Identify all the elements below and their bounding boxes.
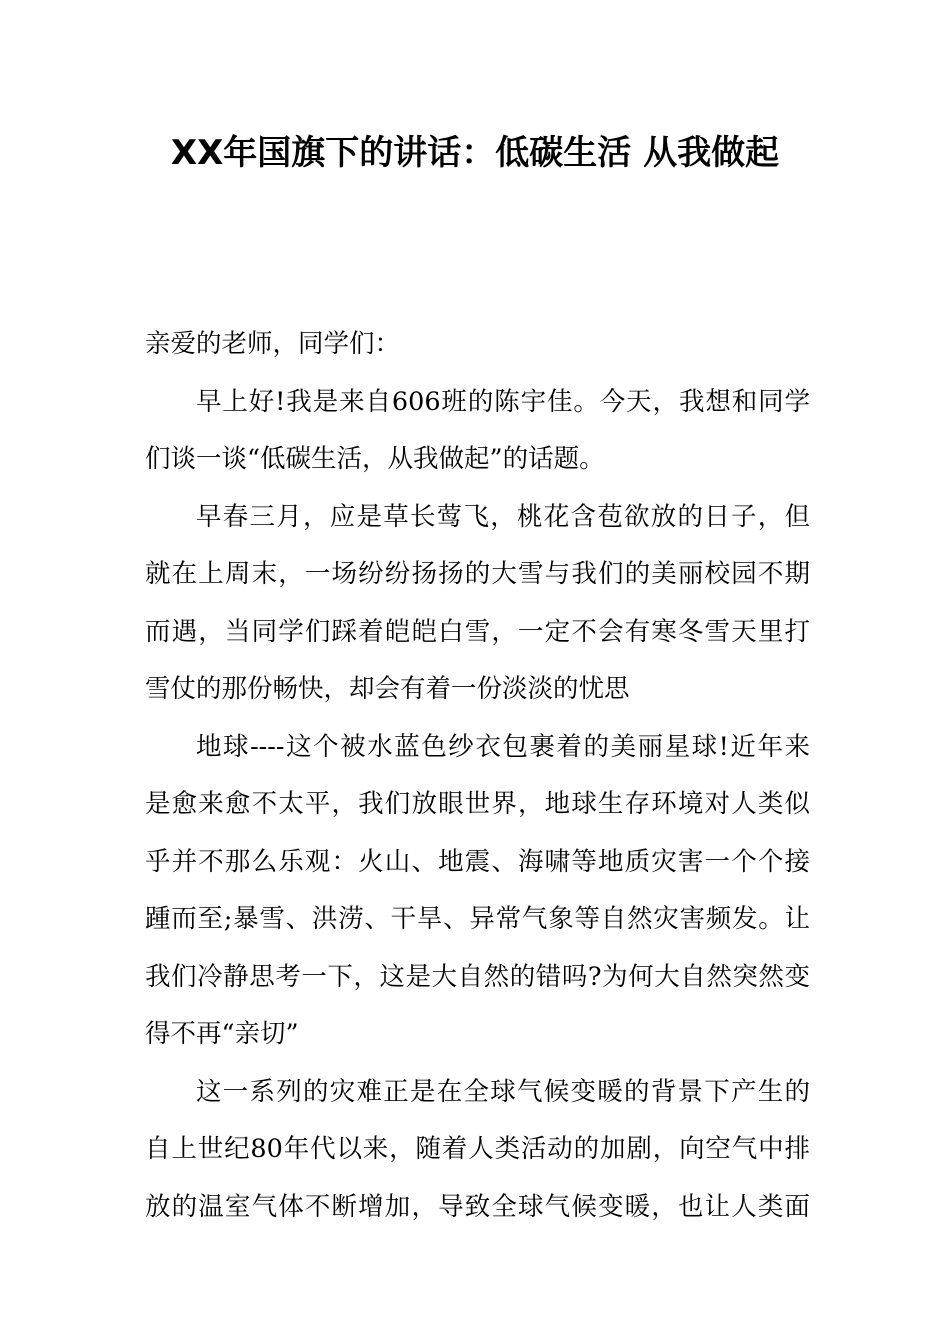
paragraph-3-line-4: 踵而至;暴雪、洪涝、干旱、异常气象等自然灾害频发。让 — [145, 904, 810, 934]
paragraph-1-line-1: 早上好!我是来自606班的陈宇佳。今天，我想和同学 — [196, 386, 810, 417]
paragraph-4-line-1: 这一系列的灾难正是在全球气候变暖的背景下产生的 — [196, 1076, 810, 1107]
paragraph-2-line-4: 雪仗的那份畅快，却会有着一份淡淡的忧思 — [145, 674, 630, 704]
paragraph-3-line-5: 我们冷静思考一下，这是大自然的错吗?为何大自然突然变 — [145, 961, 810, 992]
paragraph-2-line-2: 就在上周末，一场纷纷扬扬的大雪与我们的美丽校园不期 — [145, 559, 810, 589]
paragraph-3-line-2: 是愈来愈不太平，我们放眼世界，地球生存环境对人类似 — [145, 789, 810, 819]
paragraph-1-line-2: 们谈一谈“低碳生活，从我做起”的话题。 — [145, 444, 605, 474]
paragraph-3-line-6: 得不再“亲切” — [145, 1019, 299, 1049]
paragraph-2-line-3: 而遇，当同学们踩着皑皑白雪，一定不会有寒冬雪天里打 — [145, 616, 810, 647]
paragraph-3-line-3: 乎并不那么乐观：火山、地震、海啸等地质灾害一个个接 — [145, 846, 810, 877]
paragraph-4-line-2: 自上世纪80年代以来，随着人类活动的加剧，向空气中排 — [145, 1134, 810, 1164]
salutation-line: 亲爱的老师，同学们： — [145, 329, 401, 359]
paragraph-2-line-1: 早春三月，应是草长莺飞，桃花含苞欲放的日子，但 — [196, 501, 810, 532]
document-body — [145, 316, 810, 1236]
document-title: XX年国旗下的讲话：低碳生活 从我做起 — [170, 133, 780, 173]
paragraph-4-line-3: 放的温室气体不断增加，导致全球气候变暖，也让人类面 — [145, 1191, 810, 1222]
paragraph-3-line-1: 地球----这个被水蓝色纱衣包裹着的美丽星球!近年来 — [196, 731, 810, 762]
